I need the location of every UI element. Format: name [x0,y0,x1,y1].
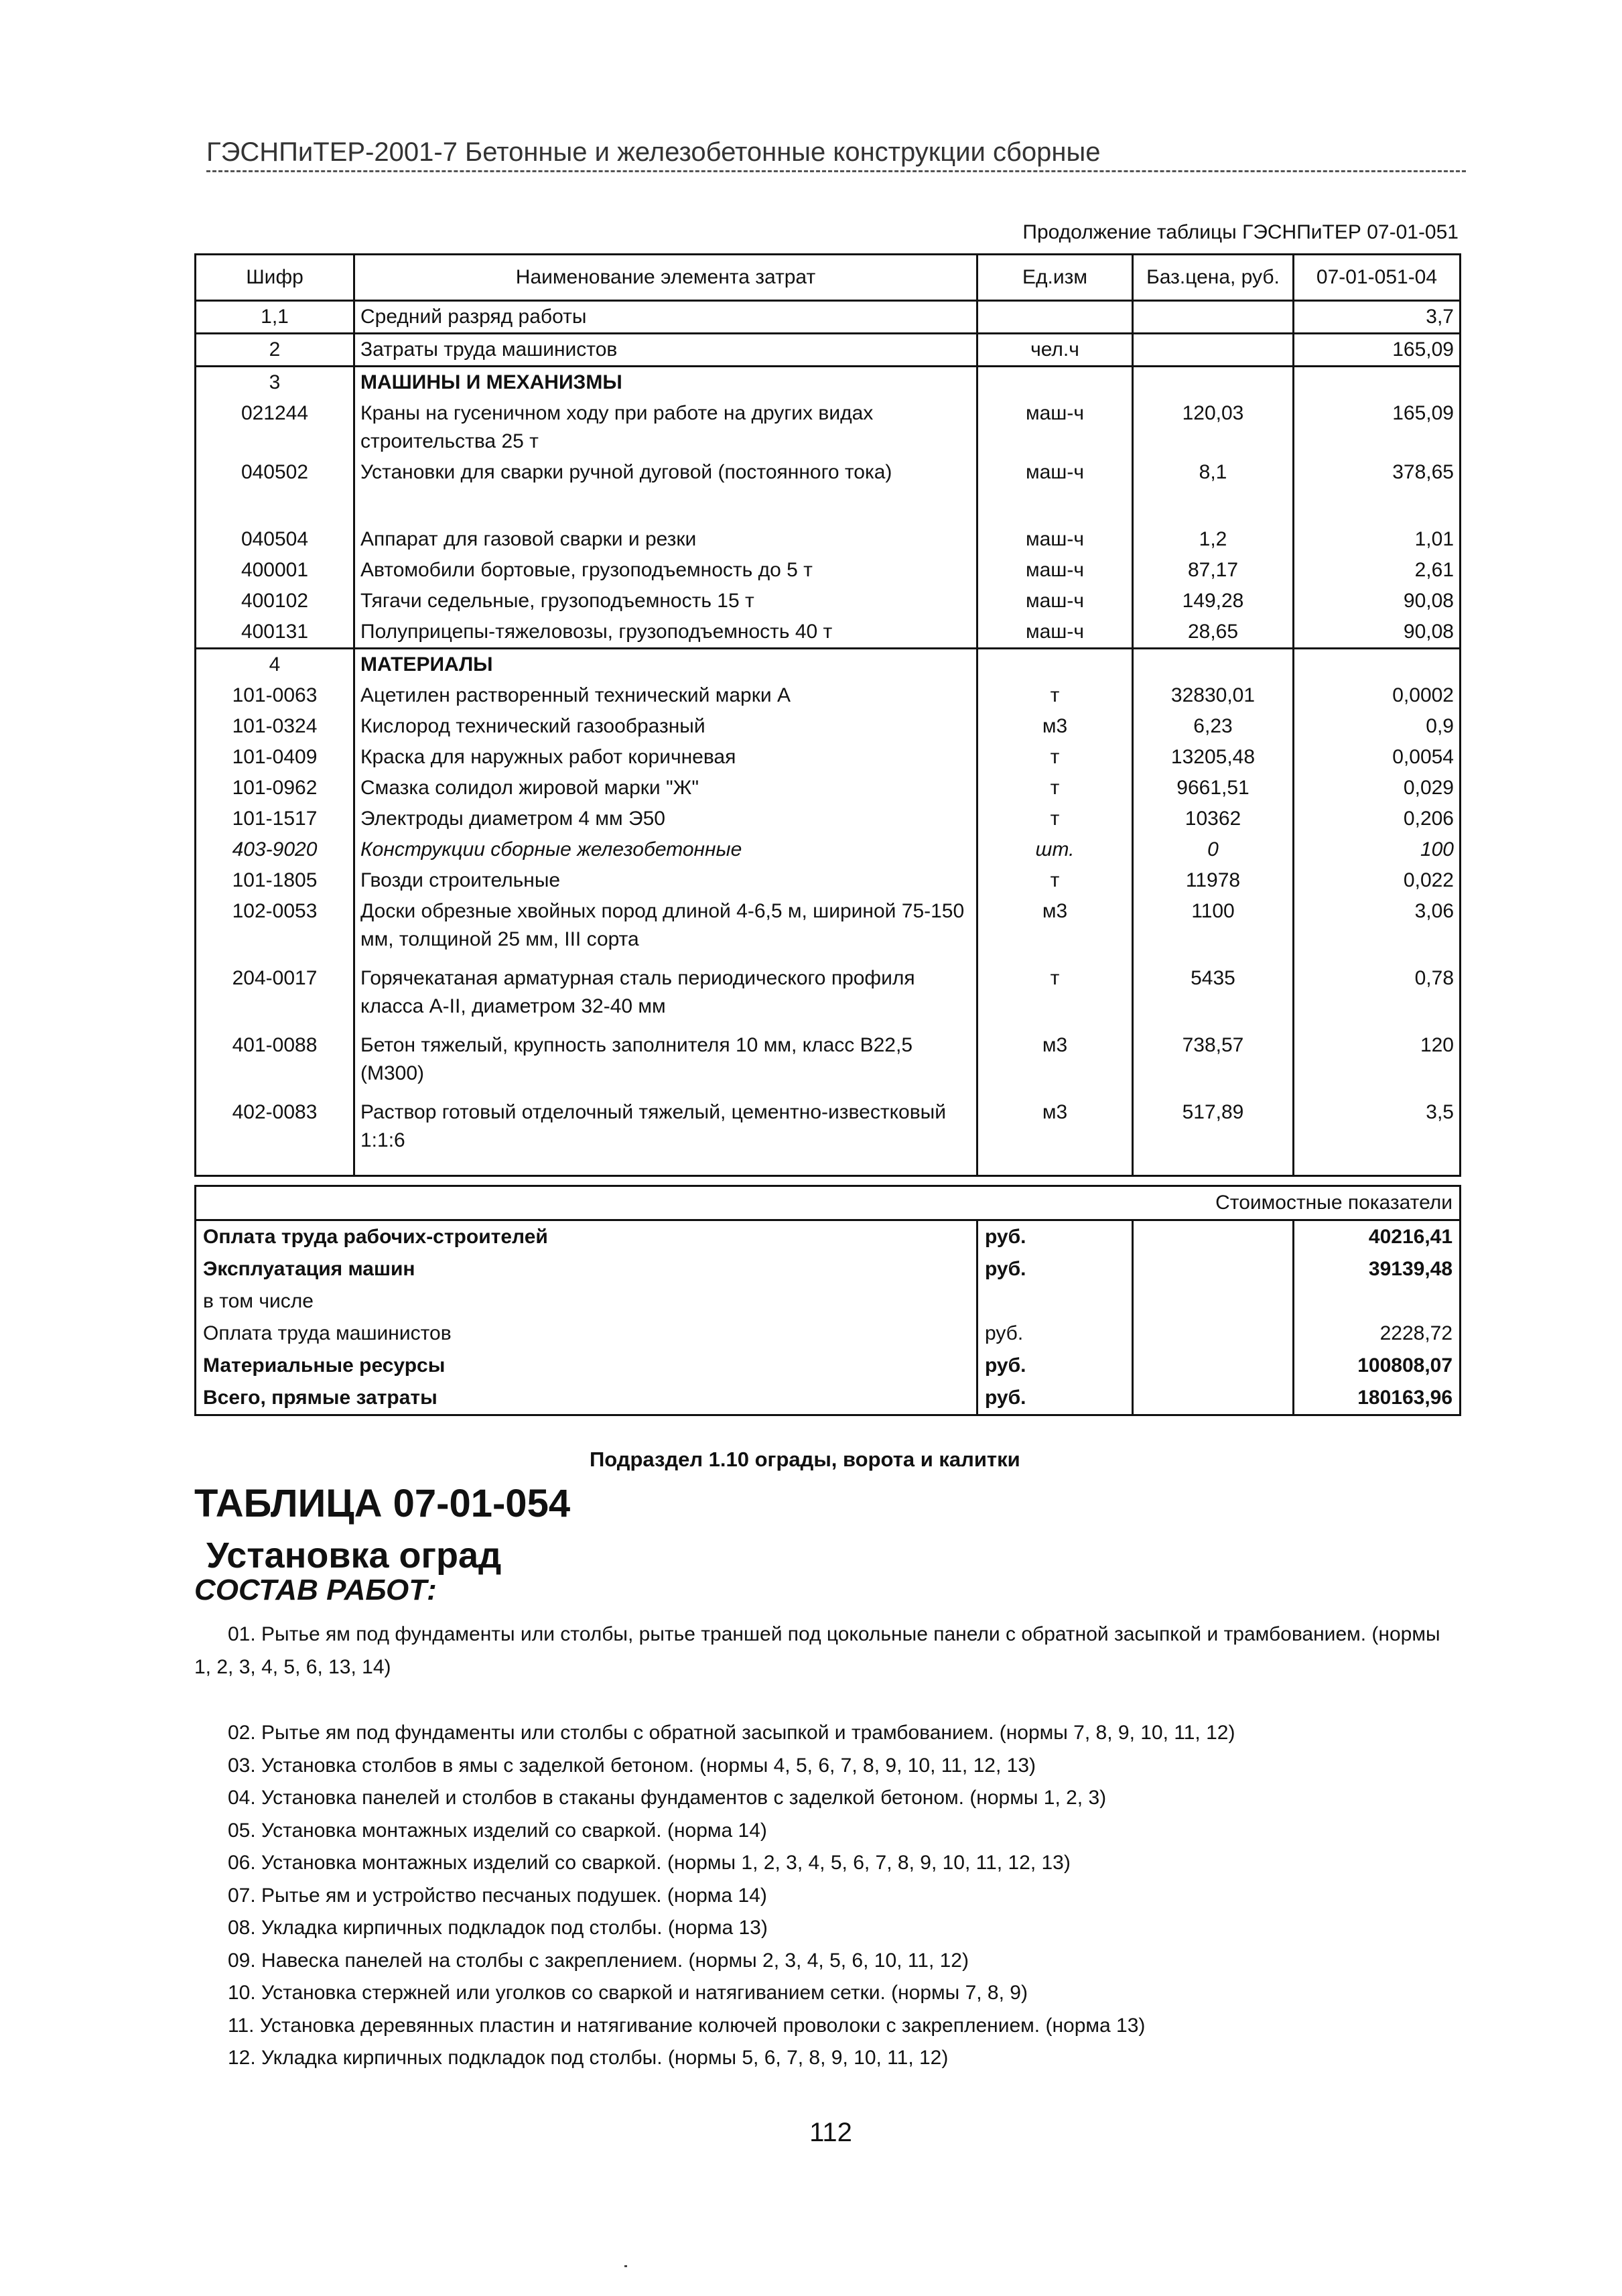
row-value: 165,09 [1294,398,1461,457]
summary-row [196,1318,1461,1350]
row-value: 0,78 [1294,963,1461,1030]
work-item: 12. Укладка кирпичных подкладок под столбы. (нормы 5, 6, 7, 8, 9, 10, 11, 12) [228,2047,949,2069]
row-price [1133,301,1294,334]
column-header: Шифр [196,255,354,301]
row-value: 90,08 [1294,586,1461,617]
summary-row [196,1350,1461,1382]
row-code: 021244 [196,398,354,457]
table-row [196,457,1461,524]
table-row [196,617,1461,649]
row-code: 040504 [196,524,354,555]
summary-value: 180163,96 [1294,1382,1461,1415]
row-value: 3,06 [1294,896,1461,963]
row-code: 101-0962 [196,773,354,804]
row-price: 5435 [1133,963,1294,1030]
summary-unit: руб. [977,1318,1133,1350]
row-code: 101-1517 [196,804,354,834]
row-unit: маш-ч [977,617,1133,649]
table-row [196,301,1461,334]
row-unit: т [977,742,1133,773]
table-row [196,896,1461,963]
row-name: Ацетилен растворенный технический марки А [354,680,977,711]
row-name: Кислород технический газообразный [354,711,977,742]
table-row [196,711,1461,742]
column-header: Ед.изм [977,255,1133,301]
row-price: 32830,01 [1133,680,1294,711]
work-item: 07. Рытье ям и устройство песчаных подушек. (норма 14) [228,1884,767,1907]
row-price: 9661,51 [1133,773,1294,804]
table-row [196,334,1461,367]
work-item: 01. Рытье ям под фундаменты или столбы, рытье траншей под цокольные панели с обратной засыпкой и трамбованием. (нормы 1, 2, 3, 4, 5, 6, 13, 14) [194,1623,1440,1678]
row-code: 101-0063 [196,680,354,711]
summary-label: Оплата труда машинистов [196,1318,977,1350]
summary-label: Всего, прямые затраты [196,1382,977,1415]
summary-row [196,1220,1461,1254]
row-code: 101-1805 [196,865,354,896]
running-header: ГЭСНПиТЕР-2001-7 Бетонные и железобетонные конструкции сборные [206,137,1466,172]
row-name: Горячекатаная арматурная сталь периодического профиля класса А-II, диаметром 32-40 мм [354,963,977,1030]
scan-speck [624,2265,627,2267]
table-row [196,773,1461,804]
row-value: 120 [1294,1030,1461,1097]
row-unit: т [977,963,1133,1030]
work-item: 03. Установка столбов в ямы с заделкой бетоном. (нормы 4, 5, 6, 7, 8, 9, 10, 11, 12, 13) [228,1754,1036,1777]
row-price: 1100 [1133,896,1294,963]
row-price: 738,57 [1133,1030,1294,1097]
summary-title: Стоимостные показатели [196,1186,1461,1220]
row-code: 102-0053 [196,896,354,963]
works-list [194,1618,1467,2075]
row-unit: т [977,773,1133,804]
row-price: 120,03 [1133,398,1294,457]
table-row [196,586,1461,617]
table-row [196,398,1461,457]
row-value: 378,65 [1294,457,1461,524]
summary-value: 39139,48 [1294,1253,1461,1285]
row-price: 10362 [1133,804,1294,834]
row-name: Полуприцепы-тяжеловозы, грузоподъемность 40 т [354,617,977,649]
cost-table [194,253,1461,1177]
row-unit: м3 [977,896,1133,963]
works-heading: СОСТАВ РАБОТ: [194,1574,437,1606]
row-unit: маш-ч [977,524,1133,555]
table-end-row [196,1164,1461,1176]
row-unit: маш-ч [977,555,1133,586]
row-value: 0,0054 [1294,742,1461,773]
row-name: Смазка солидол жировой марки "Ж" [354,773,977,804]
row-unit: маш-ч [977,398,1133,457]
work-item: 06. Установка монтажных изделий со сваркой. (нормы 1, 2, 3, 4, 5, 6, 7, 8, 9, 10, 11, 12, 13) [228,1852,1071,1874]
summary-value [1294,1285,1461,1318]
row-price: 6,23 [1133,711,1294,742]
row-code: 403-9020 [196,834,354,865]
row-unit: шт. [977,834,1133,865]
table-row [196,680,1461,711]
table-code-heading: ТАБЛИЦА 07-01-054 [194,1482,571,1525]
summary-title-row [196,1186,1461,1220]
table-row [196,555,1461,586]
row-value: 0,029 [1294,773,1461,804]
row-price: 1,2 [1133,524,1294,555]
summary-unit: руб. [977,1253,1133,1285]
table-row [196,524,1461,555]
table-header-row [196,255,1461,301]
row-name: Средний разряд работы [354,301,977,334]
row-name: Раствор готовый отделочный тяжелый, цементно-известковый 1:1:6 [354,1097,977,1164]
summary-row [196,1253,1461,1285]
row-code: 1,1 [196,301,354,334]
table-row [196,742,1461,773]
summary-value: 40216,41 [1294,1220,1461,1254]
summary-label: Материальные ресурсы [196,1350,977,1382]
summary-row [196,1285,1461,1318]
row-value: 3,7 [1294,301,1461,334]
work-item: 09. Навеска панелей на столбы с закреплением. (нормы 2, 3, 4, 5, 6, 10, 11, 12) [228,1949,969,1972]
section-number: 4 [196,649,354,681]
row-value: 3,5 [1294,1097,1461,1164]
summary-unit: руб. [977,1220,1133,1254]
row-unit: маш-ч [977,457,1133,524]
section-row [196,649,1461,681]
row-code: 2 [196,334,354,367]
row-code: 101-0324 [196,711,354,742]
row-name: Конструкции сборные железобетонные [354,834,977,865]
row-price: 28,65 [1133,617,1294,649]
row-value: 0,9 [1294,711,1461,742]
row-name: Установки для сварки ручной дуговой (постоянного тока) [354,457,977,524]
section-title: МАТЕРИАЛЫ [354,649,977,681]
row-price: 0 [1133,834,1294,865]
table-row [196,865,1461,896]
section-row [196,367,1461,399]
row-value: 0,022 [1294,865,1461,896]
work-item: 11. Установка деревянных пластин и натягивание колючей проволоки с закреплением. (норма 13) [228,2014,1146,2037]
row-price: 11978 [1133,865,1294,896]
row-value: 100 [1294,834,1461,865]
row-code: 400102 [196,586,354,617]
row-code: 101-0409 [196,742,354,773]
row-value: 0,0002 [1294,680,1461,711]
summary-value: 2228,72 [1294,1318,1461,1350]
row-price: 149,28 [1133,586,1294,617]
row-unit: т [977,804,1133,834]
row-code: 204-0017 [196,963,354,1030]
summary-label: Эксплуатация машин [196,1253,977,1285]
summary-value: 100808,07 [1294,1350,1461,1382]
summary-table [194,1185,1461,1416]
row-unit: м3 [977,1030,1133,1097]
row-unit: маш-ч [977,586,1133,617]
row-code: 402-0083 [196,1097,354,1164]
row-code: 400131 [196,617,354,649]
page-number: 112 [809,2118,852,2147]
summary-row [196,1382,1461,1415]
work-item: 04. Установка панелей и столбов в стаканы фундаментов с заделкой бетоном. (нормы 1, 2, 3) [228,1787,1107,1809]
summary-unit: руб. [977,1382,1133,1415]
row-unit: т [977,865,1133,896]
table-row [196,804,1461,834]
column-header: Наименование элемента затрат [354,255,977,301]
column-header: 07-01-051-04 [1294,255,1461,301]
row-name: Затраты труда машинистов [354,334,977,367]
row-code: 401-0088 [196,1030,354,1097]
row-price: 8,1 [1133,457,1294,524]
row-unit: м3 [977,1097,1133,1164]
row-name: Краны на гусеничном ходу при работе на других видах строительства 25 т [354,398,977,457]
work-item: 05. Установка монтажных изделий со сваркой. (норма 14) [228,1819,767,1842]
row-value: 90,08 [1294,617,1461,649]
continuation-title: Продолжение таблицы ГЭСНПиТЕР 07-01-051 [1022,221,1459,243]
table-row-italic [196,834,1461,865]
row-name: Автомобили бортовые, грузоподъемность до 5 т [354,555,977,586]
row-price: 517,89 [1133,1097,1294,1164]
section-number: 3 [196,367,354,399]
work-item: 10. Установка стержней или уголков со сваркой и натягиванием сетки. (нормы 7, 8, 9) [228,1982,1028,2004]
row-value: 165,09 [1294,334,1461,367]
row-value: 0,206 [1294,804,1461,834]
work-item: 08. Укладка кирпичных подкладок под столбы. (норма 13) [228,1917,768,1939]
summary-unit [977,1285,1133,1318]
summary-label: в том числе [196,1285,977,1318]
subsection-title: Подраздел 1.10 ограды, ворота и калитки [590,1448,1020,1471]
row-name: Электроды диаметром 4 мм Э50 [354,804,977,834]
row-code: 400001 [196,555,354,586]
row-unit: т [977,680,1133,711]
section-title: МАШИНЫ И МЕХАНИЗМЫ [354,367,977,399]
row-unit: чел.ч [977,334,1133,367]
row-code: 040502 [196,457,354,524]
row-value: 1,01 [1294,524,1461,555]
row-name: Аппарат для газовой сварки и резки [354,524,977,555]
table-name-heading: Установка оград [206,1535,502,1576]
row-price: 13205,48 [1133,742,1294,773]
row-name: Тягачи седельные, грузоподъемность 15 т [354,586,977,617]
summary-label: Оплата труда рабочих-строителей [196,1220,977,1254]
row-price [1133,334,1294,367]
row-name: Бетон тяжелый, крупность заполнителя 10 мм, класс В22,5 (М300) [354,1030,977,1097]
row-name: Краска для наружных работ коричневая [354,742,977,773]
row-unit [977,301,1133,334]
table-row [196,1097,1461,1164]
summary-unit: руб. [977,1350,1133,1382]
row-name: Доски обрезные хвойных пород длиной 4-6,5 м, шириной 75-150 мм, толщиной 25 мм, III сорта [354,896,977,963]
row-price: 87,17 [1133,555,1294,586]
column-header: Баз.цена, руб. [1133,255,1294,301]
row-value: 2,61 [1294,555,1461,586]
work-item: 02. Рытье ям под фундаменты или столбы с обратной засыпкой и трамбованием. (нормы 7, 8, 9, 10, 11, 12) [228,1722,1235,1744]
row-name: Гвозди строительные [354,865,977,896]
table-row [196,1030,1461,1097]
row-unit: м3 [977,711,1133,742]
table-row [196,963,1461,1030]
